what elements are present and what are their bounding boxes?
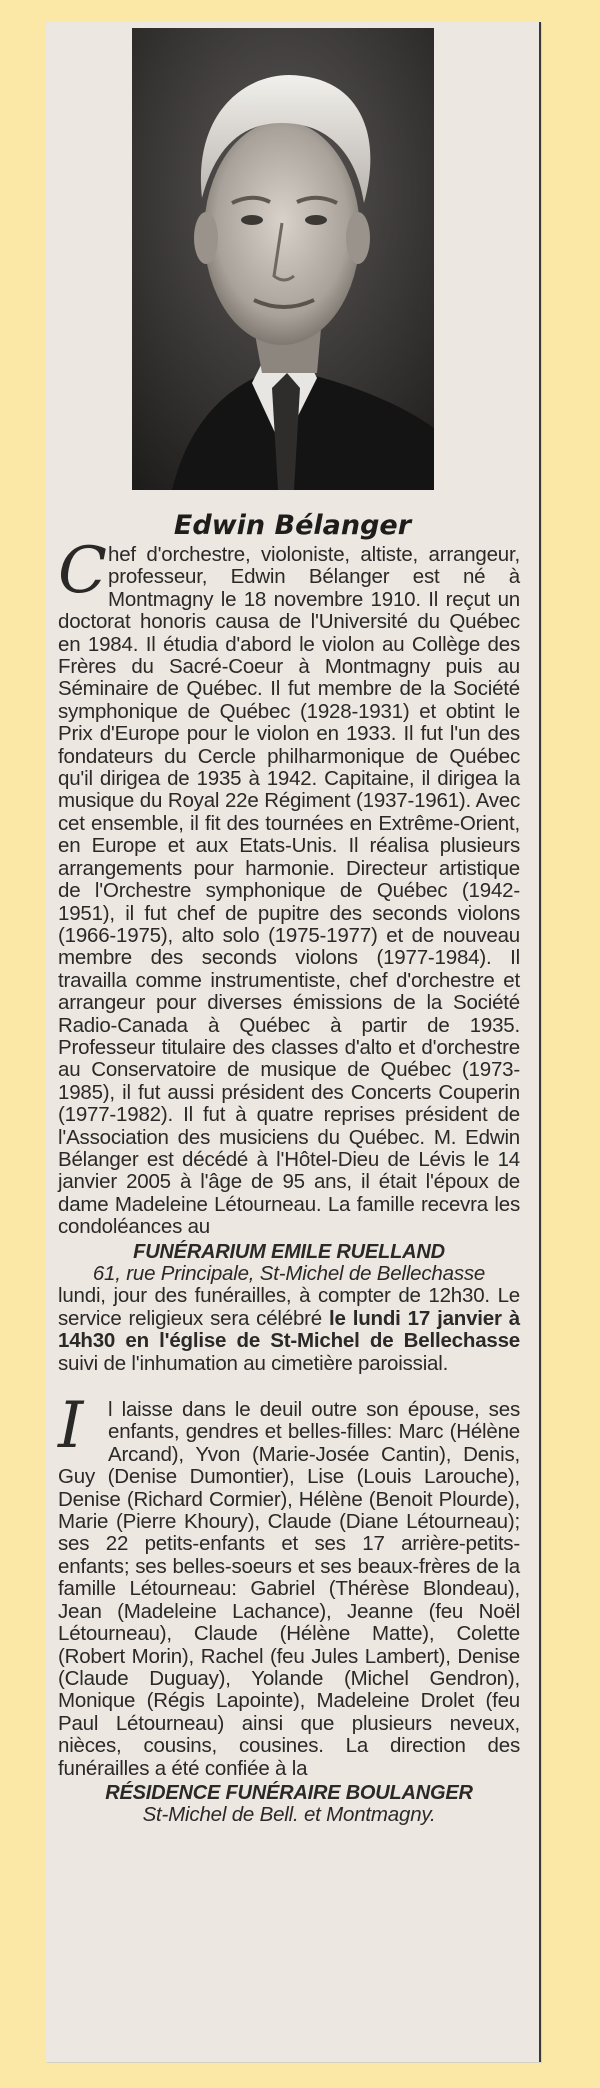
deceased-name: Edwin Bélanger (173, 510, 412, 541)
funeral-home-1-address: 61, rue Principale, St-Michel de Bellechasse (92, 1262, 486, 1285)
biography-text: hef d'orchestre, violoniste, altiste, arrangeur, professeur, Edwin Bélanger est né à Montmagny le 18 novembre 1910. Il reçut un doctorat honoris causa de l'Université du Québec en 1984. Il étudia d'abord le violon au Collège des Frères du Sacré-Coeur à Montmagny puis au Séminaire de Québec. Il fut membre de la Société symphonique de Québec (1928-1931) et obtint le Prix d'Europe pour le violon en 1933. Il fut l'un des fondateurs du Cercle philharmonique de Québec qu'il dirigea de 1935 à 1942. Capitaine, il dirigea la musique du Royal 22e Régiment (1937-1961). Avec cet ensemble, il fit des tournées en Extrême-Orient, en Europe et aux Etats-Unis. Il réalisa plusieurs arrangements pour harmonie. Directeur artistique de l'Orchestre symphonique de Québec (1942-1951), il fut chef de pupitre des seconds violons (1966-1975), alto solo (1975-1977) et de nouveau membre des seconds violons (1977-1984). Il travailla comme instrumentiste, chef d'orchestre et arrangeur pour diverses émissions de la Société Radio-Canada à Québec à partir de 1935. Professeur titulaire des classes d'alto et d'orchestre au Conservatoire de musique de Québec (1973-1985), il fut aussi président des Concerts Couperin (1977-1982). Il fut à quatre reprises président de l'Association des musiciens du Québec. M. Edwin Bélanger est décédé à l'Hôtel-Dieu de Lévis le 14 janvier 2005 à l'âge de 95 ans, il était l'époux de dame Madeleine Létourneau. La famille recevra les condoléances au (58, 543, 520, 1239)
biography-paragraph (58, 534, 520, 1239)
funeral-home-2: RÉSIDENCE FUNÉRAIRE BOULANGER (105, 1781, 473, 1804)
funeral-home-2-location: St-Michel de Bell. et Montmagny. (142, 1803, 436, 1827)
dropcap-i: I (58, 1389, 84, 1464)
service-text-start: lundi, jour des funérailles, à compter de 12h30. Le service religieux sera célébré (58, 1284, 520, 1330)
funeral-home-1: FUNÉRARIUM EMILE RUELLAND (133, 1240, 445, 1263)
service-date: le lundi 17 janvier à 14h30 en l'église de St-Michel de Bellechasse (58, 1306, 520, 1353)
obituary-body (58, 534, 520, 1827)
portrait-photo (132, 28, 434, 490)
survivors-paragraph (58, 1389, 520, 1780)
survivors-text: l laisse dans le deuil outre son épouse, ses enfants, gendres et belles-filles: Marc (Hélène Arcand), Yvon (Marie-Josée Cantin), Denis, Guy (Denise Dumontier), Lise (Louis Larouche), Denise (Richard Cormier), Hélène (Benoit Plourde), Marie (Pierre Khoury), Claude (Diane Létourneau); ses 22 petits-enfants et ses 17 arrière-petits-enfants; ses belles-soeurs et ses beaux-frères de la famille Létourneau: Gabriel (Thérèse Blondeau), Jean (Madeleine Lachance), Jeanne (feu Noël Létourneau), Claude (Hélène Matte), Colette (Robert Morin), Rachel (feu Jules Lambert), Denise (Claude Duguay), Yolande (Michel Gendron), Monique (Régis Lapointe), Madeleine Drolet (feu Paul Létourneau) ainsi que plusieurs neveux, nièces, cousins, cousines. La direction des funérailles a été confiée à la (58, 1398, 520, 1780)
portrait-illustration (132, 28, 434, 490)
service-paragraph (58, 1285, 520, 1375)
dropcap-c: C (58, 534, 107, 608)
service-text-end: suivi de l'inhumation au cimetière paroissial. (58, 1351, 449, 1375)
newspaper-clipping (46, 22, 541, 2062)
